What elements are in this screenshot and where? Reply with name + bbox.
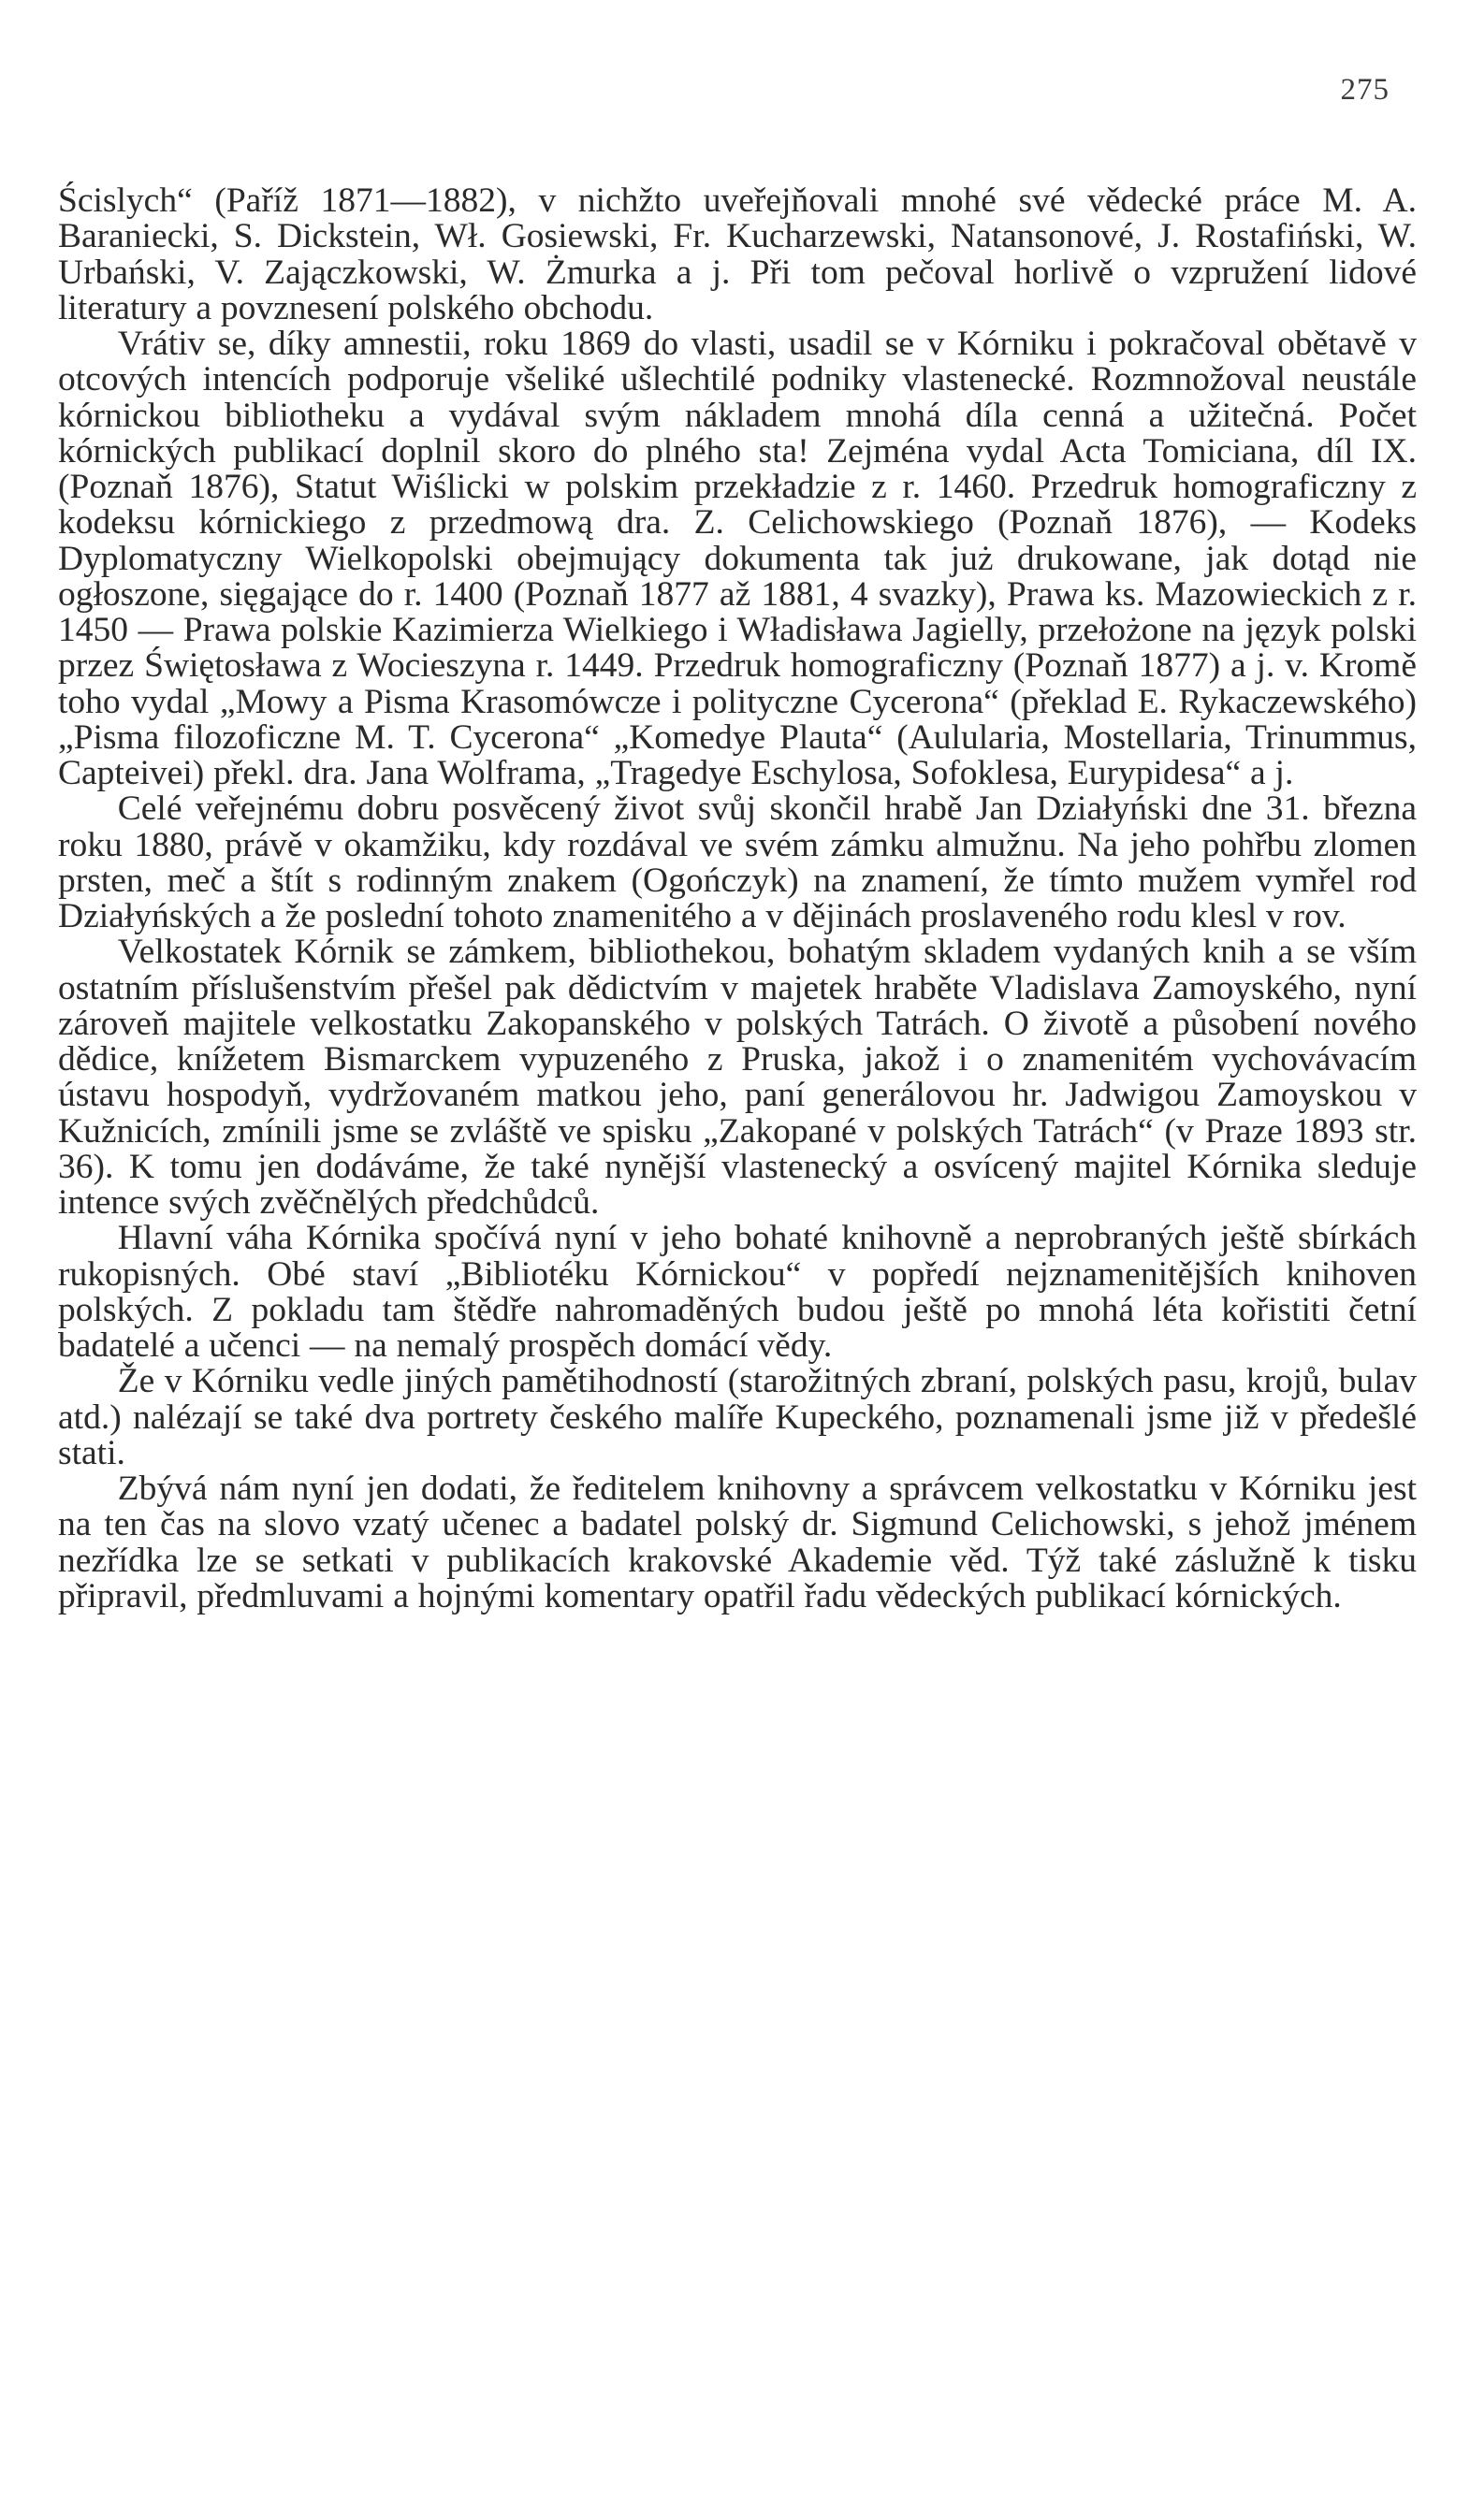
paragraph-2: Vrátiv se, díky amnestii, roku 1869 do vlasti, usadil se v Kórniku i pokračoval obětavě v otcových intencích podporuje všeliké ušlechtilé podniky vlastenecké. Rozmnožoval neustále kórnickou bibliotheku a vydával svým nákladem mnohá díla cenná a užitečná. Počet kórnických publikací doplnil skoro do plného sta! Zejména vydal Acta Tomiciana, díl IX. (Poznaň 1876), Statut Wiślicki w polskim przekładzie z r. 1460. Przedruk homograficzny z kodeksu kórnickiego z przedmową dra. Z. Celichowskiego (Poznaň 1876), — Kodeks Dyplomatyczny Wielkopolski obejmujący dokumenta tak już drukowane, jak dotąd nie ogłoszone, sięgające do r. 1400 (Poznaň 1877 až 1881, 4 svazky), Prawa ks. Mazowieckich z r. 1450 — Prawa polskie Kazimierza Wielkiego i Władisława Jagielly, przełożone na język polski przez Świętosława z Wocieszyna r. 1449. Przedruk homograficzny (Poznaň 1877) a j. v. Kromě toho vydal „Mowy a Pisma Krasomówcze i polityczne Cycerona“ (překlad E. Rykaczewského) „Pisma filozoficzne M. T. Cycerona“ „Komedye Plauta“ (Aulularia, Mostellaria, Trinummus, Capteivei) překl. dra. Jana Wolframa, „Tragedye Eschylosa, Sofoklesa, Eurypidesa“ a j.: [58, 325, 1417, 792]
paragraph-7: Zbývá nám nyní jen dodati, že ředitelem knihovny a správcem velkostatku v Kórniku jest na ten čas na slovo vzatý učenec a badatel polský dr. Sigmund Celichowski, s jehož jménem nezřídka lze se setkati v publikacích krakovské Akademie věd. Týž také záslužně k tisku připravil, předmluvami a hojnými komentary opatřil řadu vědeckých publikací kórnických.: [58, 1470, 1417, 1615]
page-number: 275: [1340, 73, 1390, 107]
paragraph-1: Ścislych“ (Paříž 1871—1882), v nichžto uveřejňovali mnohé své vědecké práce M. A. Baraniecki, S. Dickstein, Wł. Gosiewski, Fr. Kucharzewski, Natansonové, J. Rostafiński, W. Urbański, V. Zajączkowski, W. Żmurka a j. Při tom pečoval horlivě o vzpružení lidové literatury a povznesení polského obchodu.: [58, 181, 1417, 327]
paragraph-5: Hlavní váha Kórnika spočívá nyní v jeho bohaté knihovně a neprobraných ještě sbírkách rukopisných. Obé staví „Bibliotéku Kórnickou“ v popředí nejznamenitějších knihoven polských. Z pokladu tam štědře nahromaděných budou ještě po mnohá léta kořistiti četní badatelé a učenci — na nemalý prospěch domácí vědy.: [58, 1219, 1417, 1365]
paragraph-4: Velkostatek Kórnik se zámkem, bibliothekou, bohatým skladem vydaných knih a se vším ostatním příslušenstvím přešel pak dědictvím v majetek hraběte Vladislava Zamoyského, nyní zároveň majitele velkostatku Zakopanského v polských Tatrách. O životě a působení nového dědice, knížetem Bismarckem vypuzeného z Pruska, jakož i o znamenitém vychovávacím ústavu hospodyň, vydržovaném matkou jeho, paní generálovou hr. Jadwigou Zamoyskou v Kužnicích, zmínili jsme se zvláště ve spisku „Zakopané v polských Tatrách“ (v Praze 1893 str. 36). K tomu jen dodáváme, že také nynější vlastenecký a osvícený majitel Kórnika sleduje intence svých zvěčnělých předchůdců.: [58, 933, 1417, 1222]
paragraph-3: Celé veřejnému dobru posvěcený život svůj skončil hrabě Jan Działyński dne 31. března roku 1880, právě v okamžiku, kdy rozdával ve svém zámku almužnu. Na jeho pohřbu zlomen prsten, meč a štít s rodinným znakem (Ogończyk) na znamení, že tímto mužem vymřel rod Działyńských a že poslední tohoto znamenitého a v dějinách proslaveného rodu klesl v rov.: [58, 789, 1417, 935]
body-text: [58, 183, 1417, 1615]
paragraph-6: Že v Kórniku vedle jiných pamětihodností (starožitných zbraní, polských pasu, krojů, bulav atd.) nalézají se také dva portrety českého malíře Kupeckého, poznamenali jsme již v předešlé stati.: [58, 1362, 1417, 1472]
